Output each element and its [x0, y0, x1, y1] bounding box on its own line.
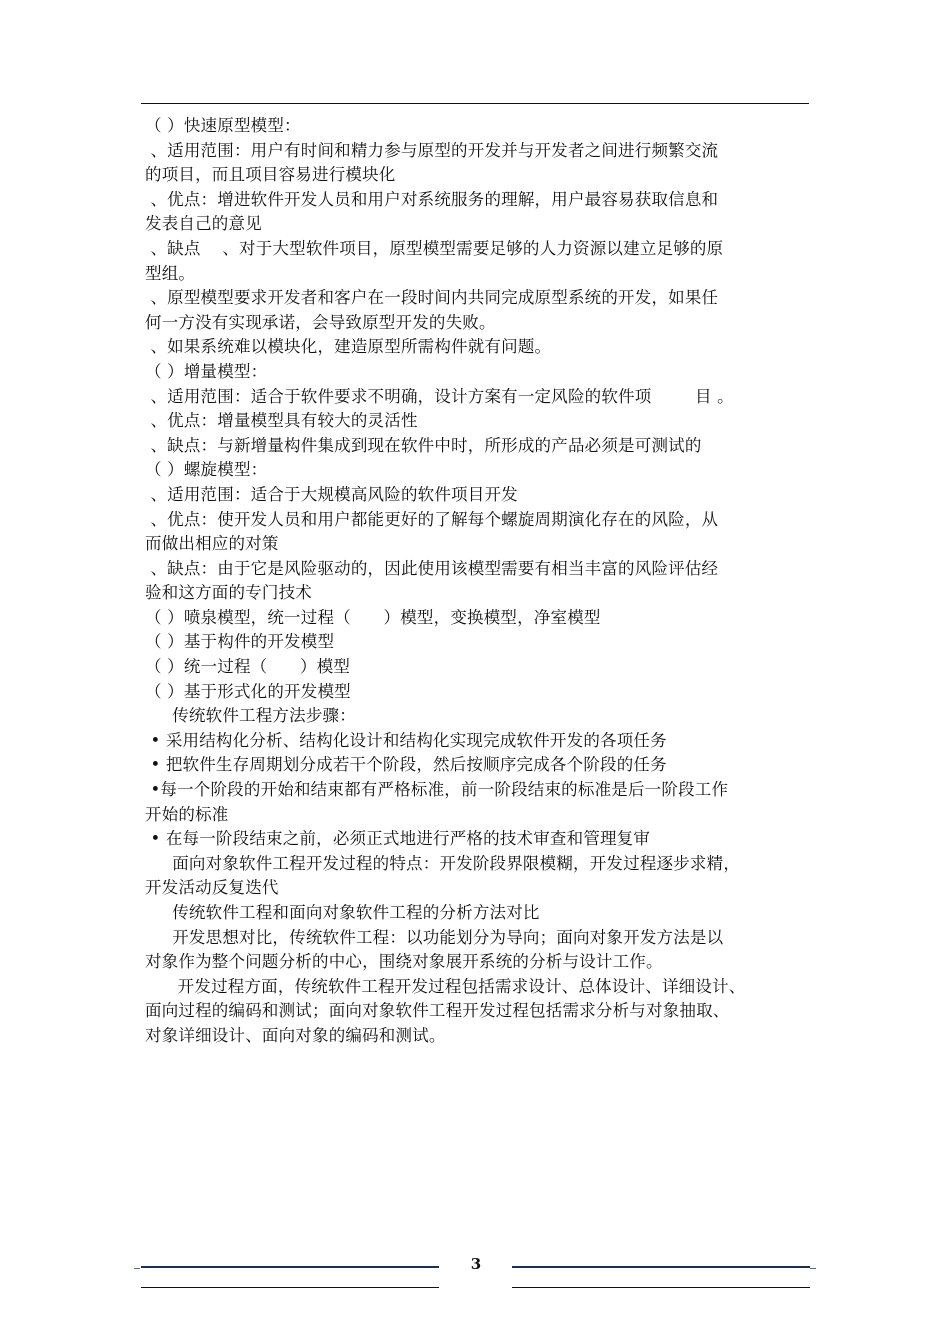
text-line: 开始的标准 [145, 804, 229, 824]
text-line: • 采用结构化分析、结构化设计和结构化实现完成软件开发的各项任务 [145, 730, 667, 750]
text-line: 传统软件工程方法步骤： [145, 706, 356, 726]
text-line: 面向对象软件工程开发过程的特点：开发阶段界限模糊，开发过程逐步求精， [145, 853, 741, 873]
text-line: •每一个阶段的开始和结束都有严格标准，前一阶段结束的标准是后一阶段工作 [145, 780, 729, 800]
text-line: （ ）喷泉模型，统一过程（ ）模型，变换模型，净室模型 [145, 607, 601, 627]
text-line: 开发过程方面，传统软件工程开发过程包括需求设计、总体设计、详细设计、 [145, 976, 746, 996]
text-line: • 把软件生存周期划分成若干个阶段，然后按顺序完成各个阶段的任务 [145, 755, 667, 775]
text-line: 验和这方面的专门技术 [145, 583, 312, 603]
text-line: 、优点：增量模型具有较大的灵活性 [145, 411, 418, 431]
text-line: 发表自己的意见 [145, 214, 262, 234]
text-line: 面向过程的编码和测试；面向对象软件工程开发过程包括需求分析与对象抽取、 [145, 1001, 730, 1021]
text-line: 传统软件工程和面向对象软件工程的分析方法对比 [145, 903, 540, 922]
footer-rule-left-lower [141, 1287, 439, 1288]
text-line: 、优点：增进软件开发人员和用户对系统服务的理解，用户最容易获取信息和 [145, 189, 719, 209]
text-line: 、缺点：由于它是风险驱动的，因此使用该模型需要有相当丰富的风险评估经 [145, 558, 719, 578]
page-number: 3 [470, 1255, 482, 1273]
footer-rule-right-lower [512, 1287, 810, 1288]
text-line: 、缺点 、对于大型软件项目，原型模型需要足够的人力资源以建立足够的原 [145, 238, 724, 258]
text-line: 、优点：使开发人员和用户都能更好的了解每个螺旋周期演化存在的风险，从 [145, 509, 719, 529]
text-line: 型组。 [145, 263, 196, 283]
footer-rule-left-accent [134, 1268, 140, 1269]
text-line: 对象详细设计、面向对象的编码和测试。 [145, 1025, 446, 1045]
text-line: 何一方没有实现承诺，会导致原型开发的失败。 [145, 312, 496, 332]
text-line: 、适用范围：用户有时间和精力参与原型的开发并与开发者之间进行频繁交流 [145, 140, 719, 160]
text-line: 而做出相应的对策 [145, 534, 279, 554]
footer-rule-left-upper [141, 1266, 439, 1268]
text-line: 、如果系统难以模块化，建造原型所需构件就有问题。 [145, 337, 552, 357]
text-line: 对象作为整个问题分析的中心，围绕对象展开系统的分析与设计工作。 [145, 952, 663, 972]
text-line: 、适用范围：适合于软件要求不明确，设计方案有一定风险的软件项 目 。 [145, 386, 734, 406]
text-line: （ ）基于形式化的开发模型 [145, 681, 351, 701]
text-line: （ ）螺旋模型： [145, 460, 268, 480]
text-line: （ ）基于构件的开发模型 [145, 632, 335, 652]
footer-rule-right-accent [810, 1268, 816, 1269]
text-line: 、原型模型要求开发者和客户在一段时间内共同完成原型系统的开发，如果任 [145, 288, 719, 308]
text-line: 开发活动反复迭代 [145, 878, 279, 898]
header-rule [141, 103, 809, 104]
text-line: （ ）快速原型模型： [145, 116, 301, 135]
document-body [145, 114, 809, 1049]
text-line: • 在每一阶段结束之前，必须正式地进行严格的技术审查和管理复审 [145, 829, 651, 849]
footer-rule-right-upper [512, 1266, 810, 1268]
text-line: 的项目，而且项目容易进行模块化 [145, 165, 396, 185]
text-line: 开发思想对比，传统软件工程：以功能划分为导向；面向对象开发方法是以 [145, 927, 724, 947]
text-line: 、缺点：与新增量构件集成到现在软件中时，所形成的产品必须是可测试的 [145, 435, 702, 455]
text-line: 、适用范围：适合于大规模高风险的软件项目开发 [145, 484, 518, 504]
text-line: （ ）统一过程（ ）模型 [145, 657, 351, 677]
text-line: （ ）增量模型： [145, 361, 268, 381]
